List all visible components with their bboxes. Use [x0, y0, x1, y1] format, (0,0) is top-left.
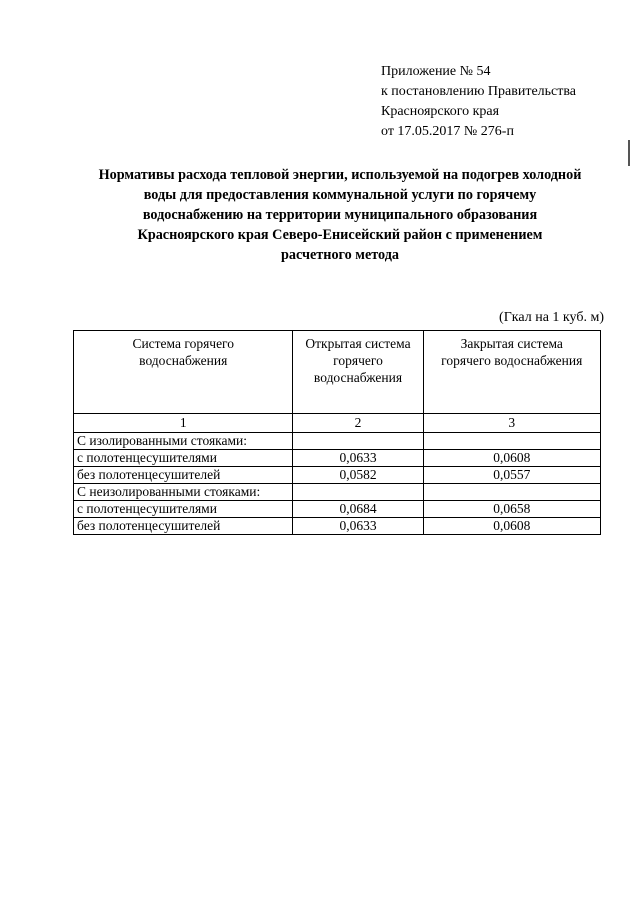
row-label: С неизолированными стояками:	[74, 484, 293, 501]
header-text: горячего водоснабжения	[441, 353, 583, 368]
header-text: водоснабжения	[139, 353, 228, 368]
document-title	[60, 165, 620, 265]
row-label: без полотенцесушителей	[74, 518, 293, 535]
row-label: с полотенцесушителями	[74, 501, 293, 518]
closed-value: 0,0557	[423, 467, 600, 484]
title-line: водоснабжению на территории муниципального образования	[142, 207, 538, 223]
header-text: Закрытая система	[460, 336, 563, 351]
appendix-line: от 17.05.2017 № 276-п	[381, 124, 514, 139]
closed-value: 0,0608	[423, 518, 600, 535]
appendix-line: Красноярского края	[381, 104, 500, 119]
closed-value: 0,0658	[423, 501, 600, 518]
header-text: водоснабжения	[313, 370, 403, 385]
header-cell-open	[293, 331, 423, 414]
table-row	[74, 450, 601, 467]
header-text: горячего	[333, 353, 383, 368]
appendix-line: Приложение № 54	[381, 64, 491, 79]
column-number-row	[74, 414, 601, 433]
open-value: 0,0684	[293, 501, 423, 518]
table-row	[74, 433, 601, 450]
header-cell-system	[74, 331, 293, 414]
closed-value: 0,0608	[423, 450, 600, 467]
row-label: с полотенцесушителями	[74, 450, 293, 467]
title-line: воды для предоставления коммунальной услуги по горячему	[143, 187, 537, 203]
column-number: 3	[423, 414, 600, 433]
header-cell-closed	[423, 331, 600, 414]
scan-edge-mark	[628, 140, 630, 166]
title-line: Нормативы расхода тепловой энергии, используемой на подогрев холодной	[98, 167, 582, 183]
appendix-block	[381, 62, 576, 142]
closed-value	[423, 484, 600, 501]
units-label: (Гкал на 1 куб. м)	[499, 310, 604, 325]
norms-table	[73, 330, 601, 535]
header-text: Система горячего	[132, 336, 235, 351]
row-label: без полотенцесушителей	[74, 467, 293, 484]
table-header-row	[74, 331, 601, 414]
closed-value	[423, 433, 600, 450]
open-value: 0,0633	[293, 450, 423, 467]
title-line: Красноярского края Северо-Енисейский район с применением	[137, 227, 543, 243]
table-row	[74, 501, 601, 518]
open-value	[293, 484, 423, 501]
open-value	[293, 433, 423, 450]
open-value: 0,0633	[293, 518, 423, 535]
open-value: 0,0582	[293, 467, 423, 484]
column-number: 2	[293, 414, 423, 433]
appendix-line: к постановлению Правительства	[381, 84, 577, 99]
table-row	[74, 518, 601, 535]
header-text: Открытая система	[305, 336, 411, 351]
column-number: 1	[74, 414, 293, 433]
table-row	[74, 484, 601, 501]
table-row	[74, 467, 601, 484]
title-line: расчетного метода	[281, 247, 399, 263]
row-label: С изолированными стояками:	[74, 433, 293, 450]
